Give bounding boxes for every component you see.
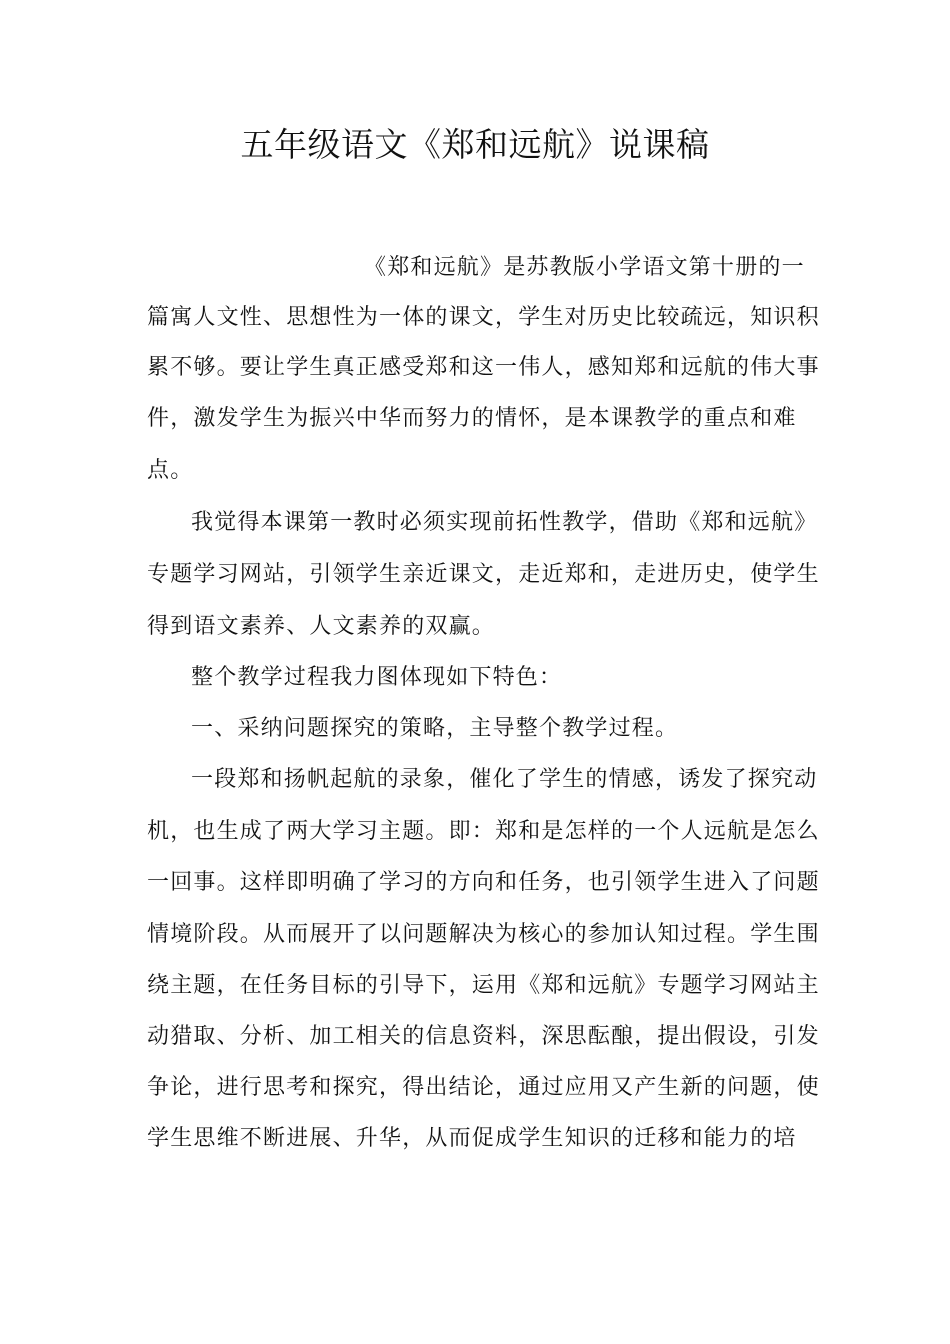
paragraph-line: 动猎取、分析、加工相关的信息资料，深思酝酿，提出假设，引发 — [147, 1024, 820, 1049]
paragraph-line: 一回事。这样即明确了学习的方向和任务，也引领学生进入了问题 — [147, 870, 820, 895]
paragraph-line: 《郑和远航》是苏教版小学语文第十册的一 — [364, 255, 805, 280]
paragraph-line: 情境阶段。从而展开了以问题解决为核心的参加认知过程。学生围 — [147, 922, 820, 947]
paragraph-line: 我觉得本课第一教时必须实现前拓性教学，借助《郑和远航》 — [191, 510, 818, 535]
paragraph-line: 绕主题，在任务目标的引导下，运用《郑和远航》专题学习网站主 — [147, 973, 820, 998]
paragraph-line: 篇寓人文性、思想性为一体的课文，学生对历史比较疏远，知识积 — [147, 305, 820, 330]
paragraph-line: 得到语文素养、人文素养的双赢。 — [147, 614, 496, 639]
paragraph-line: 机，也生成了两大学习主题。即：郑和是怎样的一个人远航是怎么 — [147, 819, 820, 844]
paragraph-line: 整个教学过程我力图体现如下特色： — [191, 665, 563, 690]
paragraph-line: 点。 — [147, 458, 194, 483]
section-heading: 一、采纳问题探究的策略，主导整个教学过程。 — [191, 716, 679, 741]
paragraph-line: 争论，进行思考和探究，得出结论，通过应用又产生新的问题，使 — [147, 1075, 820, 1100]
paragraph-line: 专题学习网站，引领学生亲近课文，走近郑和，走进历史，使学生 — [147, 562, 820, 587]
paragraph-line: 件，激发学生为振兴中华而努力的情怀，是本课教学的重点和难 — [147, 406, 797, 431]
paragraph-line: 学生思维不断进展、升华，从而促成学生知识的迁移和能力的培 — [147, 1126, 797, 1151]
paragraph-line: 累不够。要让学生真正感受郑和这一伟人，感知郑和远航的伟大事 — [147, 355, 820, 380]
paragraph-line: 一段郑和扬帆起航的录象，催化了学生的情感，诱发了探究动 — [191, 767, 818, 792]
page-title: 五年级语文《郑和远航》说课稿 — [240, 125, 710, 164]
